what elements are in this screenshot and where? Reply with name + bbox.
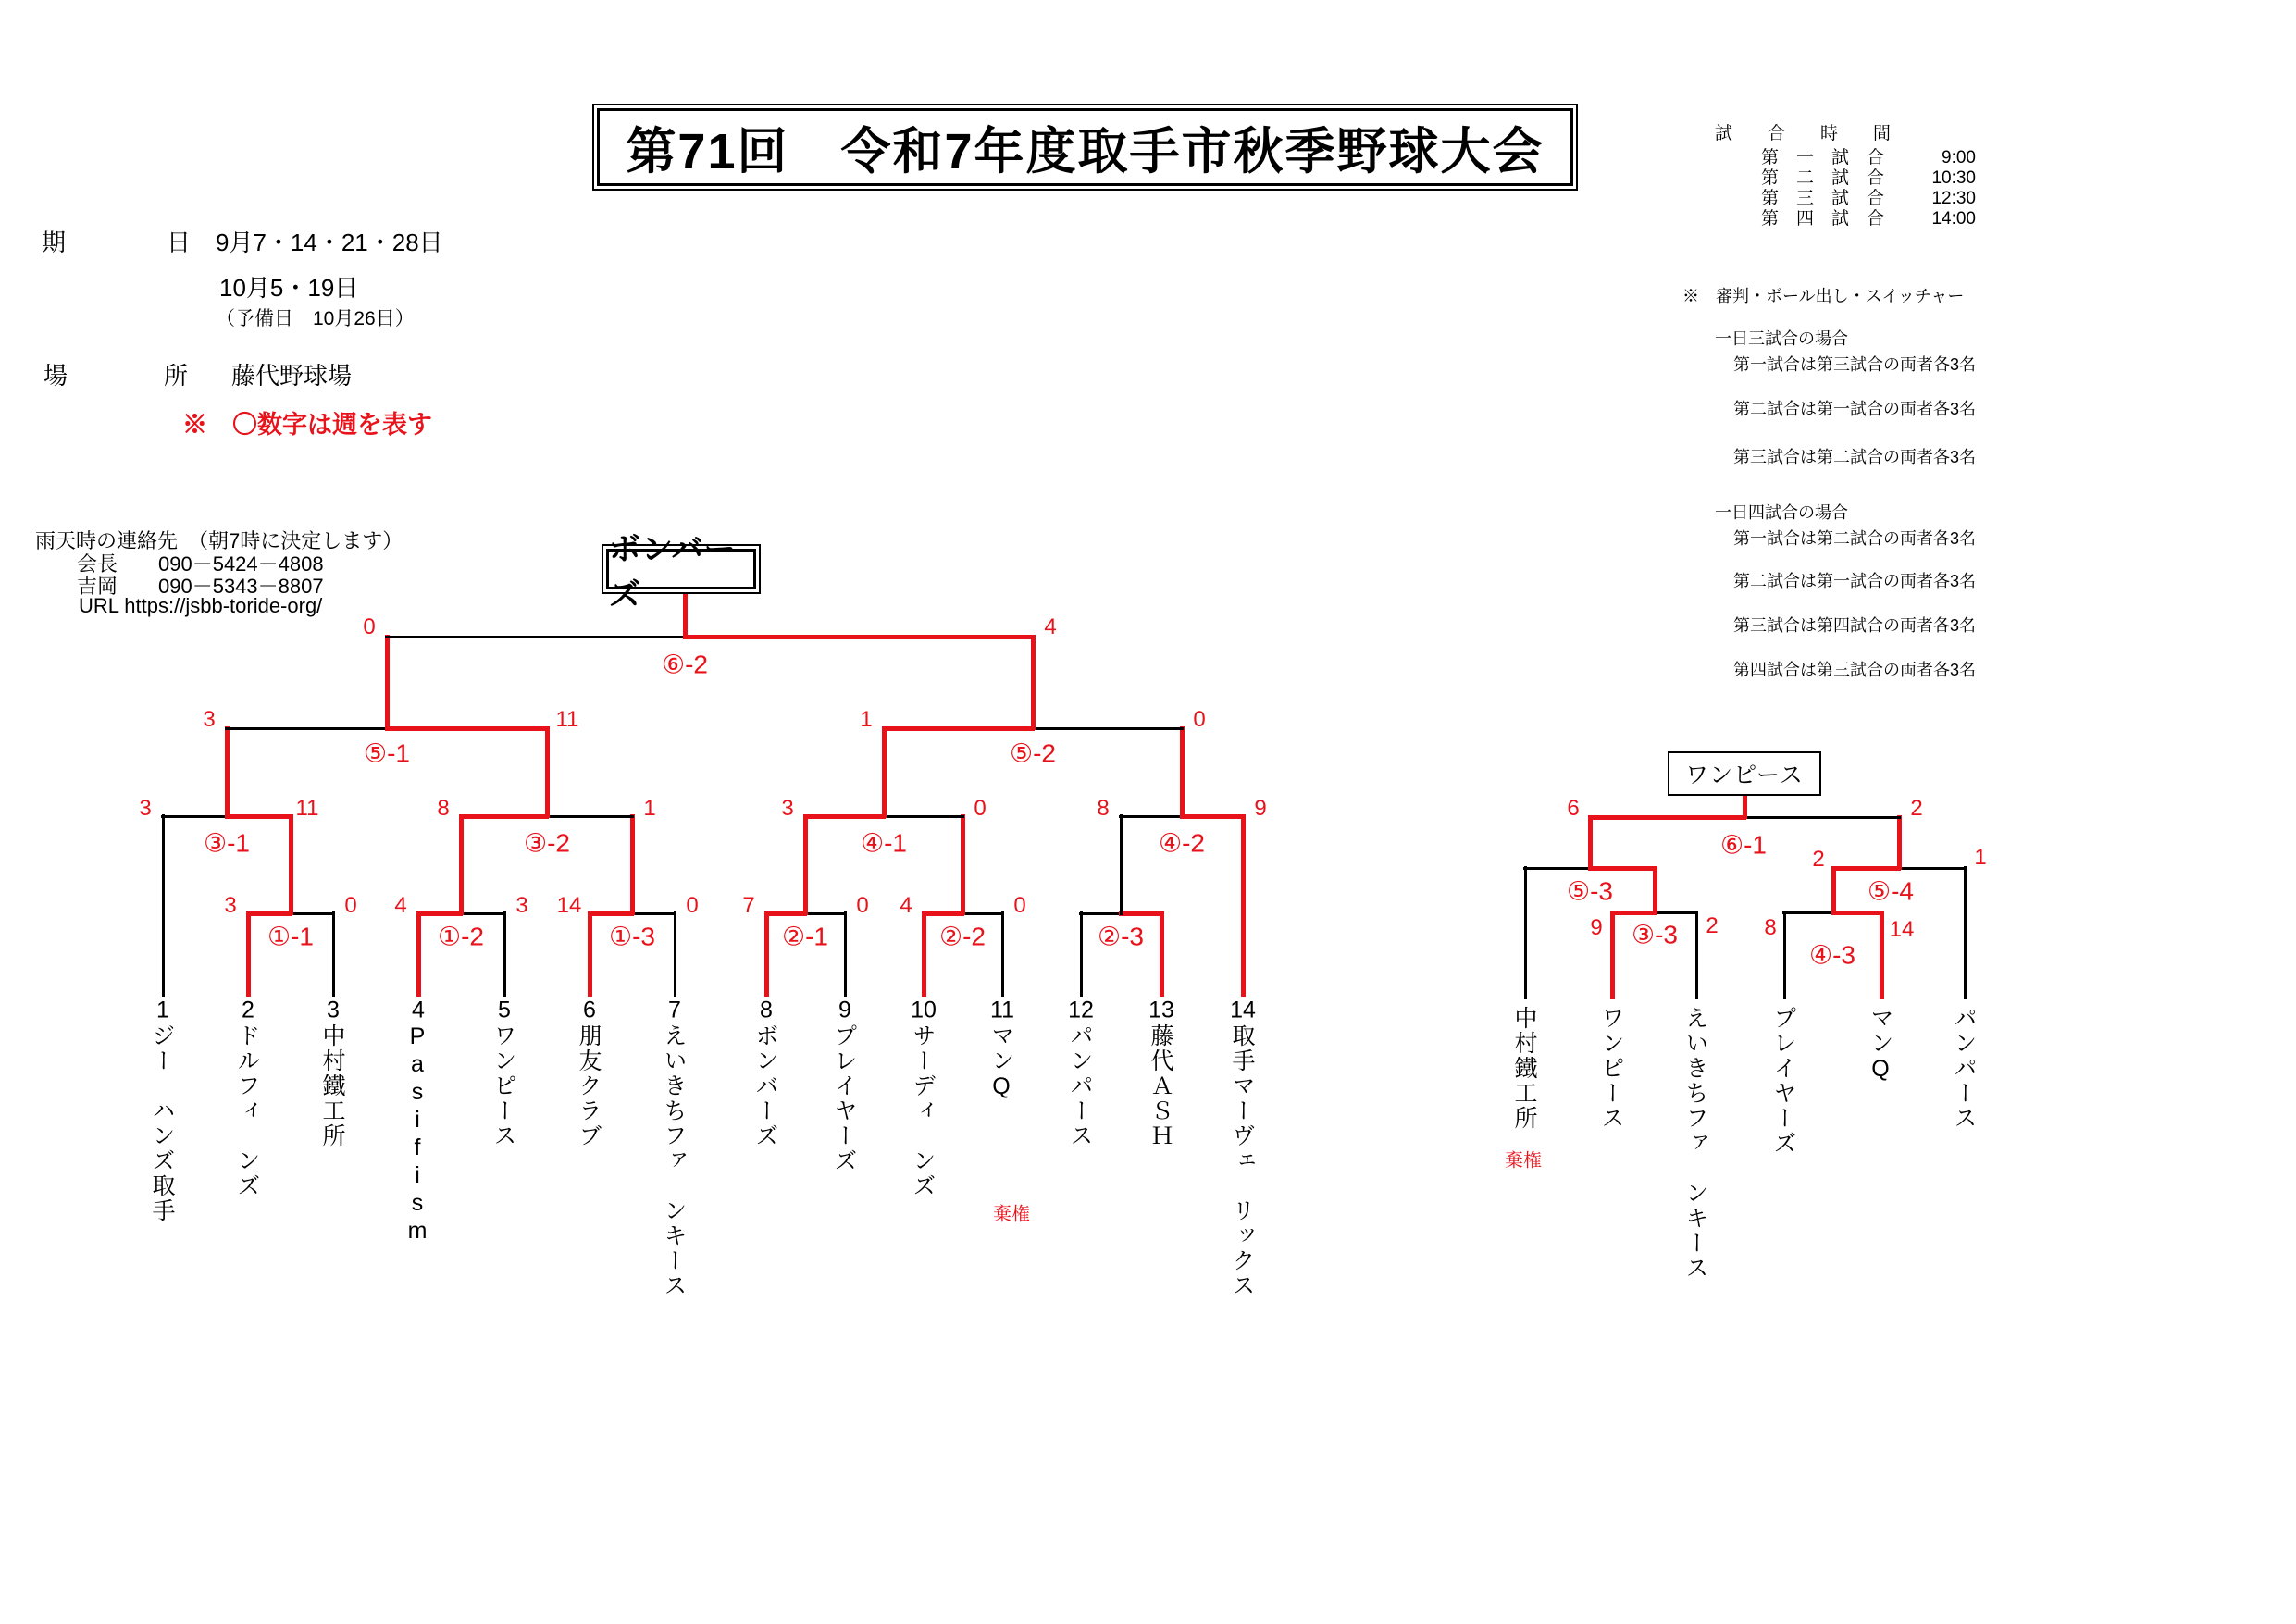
bracket-line bbox=[503, 911, 506, 997]
referee-note-heading bbox=[1682, 283, 1964, 307]
match-label: ②-3 bbox=[1098, 922, 1144, 951]
team-number: 4 bbox=[412, 997, 425, 1023]
match-score: 2 bbox=[1706, 913, 1719, 938]
team-number: 13 bbox=[1148, 997, 1174, 1023]
bracket-line-winner bbox=[630, 814, 635, 915]
team-name: 中村鐵工所 bbox=[319, 1023, 345, 1148]
match-score: 0 bbox=[363, 614, 376, 639]
match-score: 1 bbox=[643, 796, 656, 821]
bracket-line bbox=[844, 911, 847, 997]
match-score: 4 bbox=[394, 893, 407, 918]
bracket-line bbox=[332, 911, 335, 997]
match-label: ①-2 bbox=[438, 922, 484, 951]
bracket-line-winner bbox=[1880, 911, 1884, 999]
bracket-line-winner bbox=[882, 726, 1035, 731]
match-score: 8 bbox=[1764, 915, 1777, 940]
team-name: プレイヤーズ bbox=[1770, 1006, 1796, 1156]
team-name: パンパース bbox=[1951, 1006, 1977, 1131]
bracket-line-winner bbox=[385, 635, 390, 730]
team-name: パンパース bbox=[1067, 1023, 1093, 1148]
team-number: 8 bbox=[760, 997, 773, 1023]
team-name: ワンピース bbox=[1598, 1006, 1624, 1131]
bracket-line-winner bbox=[246, 911, 251, 997]
forfeit-note: 棄権 bbox=[993, 1204, 1030, 1225]
match-label: ③-2 bbox=[524, 828, 570, 858]
three-games-heading: 一日三試合の場合 bbox=[1715, 329, 1848, 348]
match-label: ④-3 bbox=[1809, 940, 1855, 970]
bracket-line-winner bbox=[246, 911, 292, 916]
team-number: 2 bbox=[242, 997, 254, 1023]
main-bracket-champion-box bbox=[602, 532, 761, 613]
forfeit-note: 棄権 bbox=[1505, 1150, 1542, 1172]
team-number: 9 bbox=[838, 997, 851, 1023]
bracket-line-winner bbox=[416, 911, 421, 997]
game-time-row-2 bbox=[1761, 168, 1976, 189]
bracket-line bbox=[1964, 866, 1967, 999]
referee-note-heading-text: 審判・ボール出し・スイッチャー bbox=[1716, 287, 1965, 305]
bracket-line-winner bbox=[1831, 866, 1836, 914]
team-number: 7 bbox=[668, 997, 681, 1023]
bracket-line-winner bbox=[1831, 911, 1883, 915]
place-label: 場 bbox=[43, 362, 68, 390]
team-number: 11 bbox=[990, 997, 1014, 1023]
bracket-line-winner bbox=[1588, 866, 1657, 871]
team-name: 中村鐵工所 bbox=[1511, 1006, 1537, 1131]
match-label: ④-2 bbox=[1159, 828, 1205, 858]
bracket-line-winner bbox=[882, 726, 887, 818]
match-score: 2 bbox=[1812, 847, 1825, 872]
match-label: ②-2 bbox=[939, 922, 986, 951]
tournament-title: 第71回 令和7年度取手市秋季野球大会 bbox=[626, 123, 1545, 180]
bracket-line-winner bbox=[1743, 794, 1747, 819]
bracket-line-winner bbox=[289, 814, 293, 915]
match-score: 2 bbox=[1910, 796, 1923, 821]
match-label: ⑤-2 bbox=[1010, 738, 1056, 768]
team-number: 14 bbox=[1230, 997, 1256, 1023]
team-number: 6 bbox=[583, 997, 596, 1023]
rain-contact-chairman: 会長 090－5424－4808 bbox=[77, 552, 324, 576]
reserve-date-note: （予備日 10月26日） bbox=[216, 308, 415, 329]
team-name: ボンバーズ bbox=[752, 1023, 778, 1148]
rain-contact-yoshioka: 吉岡 090－5343－8807 bbox=[77, 575, 324, 598]
rain-contact-url: URL https://jsbb-toride-org/ bbox=[79, 594, 323, 617]
match-score: 0 bbox=[856, 893, 869, 918]
bracket-line-winner bbox=[1897, 815, 1902, 870]
match-label: ④-1 bbox=[861, 828, 907, 858]
bracket-line-winner bbox=[1031, 635, 1036, 730]
match-label: ③-3 bbox=[1632, 920, 1678, 949]
game-time-panel bbox=[1715, 124, 1992, 229]
bracket-line-winner bbox=[1610, 911, 1657, 915]
match-score: 3 bbox=[515, 893, 528, 918]
match-label: ⑤-4 bbox=[1868, 876, 1914, 906]
team-name: ワンピース bbox=[490, 1023, 516, 1148]
game-1-label: 第 一 試 合 bbox=[1761, 148, 1885, 167]
game-3-label: 第 三 試 合 bbox=[1761, 189, 1885, 208]
consolation-bracket-champion-box bbox=[1668, 751, 1821, 796]
match-label: ⑤-1 bbox=[364, 738, 410, 768]
bracket-line-winner bbox=[764, 911, 807, 916]
match-score: 3 bbox=[203, 707, 216, 732]
game-time-row-4 bbox=[1761, 209, 1976, 229]
tournament-title-inner-border bbox=[597, 108, 1573, 186]
bracket-line-winner bbox=[1119, 911, 1163, 916]
game-1-time: 9:00 bbox=[1942, 148, 1976, 167]
reference-mark: ※ bbox=[1682, 287, 1699, 305]
bracket-line-winner bbox=[1831, 866, 1901, 871]
bracket-line-winner bbox=[588, 911, 634, 916]
team-number: 10 bbox=[911, 997, 937, 1023]
match-score: 1 bbox=[860, 707, 873, 732]
three-games-line-2: 第二試合は第一試合の両者各3名 bbox=[1733, 400, 1977, 418]
match-score: 8 bbox=[437, 796, 450, 821]
match-score: 11 bbox=[295, 796, 319, 821]
match-score: 3 bbox=[781, 796, 794, 821]
bracket-line-winner bbox=[416, 911, 463, 916]
three-games-line-1: 第一試合は第三試合の両者各3名 bbox=[1733, 355, 1977, 374]
bracket-line-winner bbox=[1180, 814, 1245, 819]
match-label: ③-1 bbox=[204, 828, 250, 858]
bracket-line-winner bbox=[683, 635, 1035, 639]
match-score: 0 bbox=[1013, 893, 1026, 918]
team-name: えいきちファ ンキース bbox=[1682, 1006, 1708, 1281]
team-number: 3 bbox=[327, 997, 340, 1023]
place-label-2: 所 bbox=[164, 362, 189, 390]
match-score: 14 bbox=[556, 893, 582, 918]
bracket-line-winner bbox=[1180, 726, 1185, 818]
team-number: 5 bbox=[498, 997, 511, 1023]
bracket-line bbox=[1695, 911, 1698, 999]
match-label: ⑥-1 bbox=[1720, 830, 1767, 860]
four-games-heading: 一日四試合の場合 bbox=[1715, 503, 1848, 522]
bracket-line bbox=[1080, 911, 1083, 997]
bracket-line-winner bbox=[545, 726, 550, 818]
bracket-line-winner bbox=[1160, 911, 1164, 997]
bracket-line-winner bbox=[1588, 815, 1746, 820]
game-4-label: 第 四 試 合 bbox=[1761, 209, 1885, 229]
game-2-time: 10:30 bbox=[1931, 168, 1976, 188]
team-name: マンQ bbox=[988, 1023, 1014, 1101]
bracket-line bbox=[162, 814, 165, 997]
bracket-line-winner bbox=[922, 911, 964, 916]
date-line-2: 10月5・19日 bbox=[219, 274, 359, 302]
team-name: サーディ ンズ bbox=[910, 1023, 936, 1198]
week-number-note: ※ 〇数字は週を表す bbox=[182, 411, 432, 439]
bracket-line-winner bbox=[922, 911, 926, 997]
bracket-line-winner bbox=[1653, 866, 1657, 914]
match-label: ①-3 bbox=[609, 922, 655, 951]
match-score: 11 bbox=[555, 707, 579, 732]
team-name: 朋友クラブ bbox=[576, 1023, 602, 1148]
bracket-line-winner bbox=[385, 726, 549, 731]
game-time-row-3 bbox=[1761, 189, 1976, 209]
bracket-line-winner bbox=[225, 726, 230, 818]
bracket-line-winner bbox=[764, 911, 769, 997]
game-3-time: 12:30 bbox=[1931, 189, 1976, 208]
match-score: 0 bbox=[1193, 707, 1206, 732]
bracket-line bbox=[1524, 866, 1527, 999]
bracket-line-winner bbox=[803, 814, 808, 915]
bracket-line-winner bbox=[459, 814, 464, 915]
bracket-line-winner bbox=[961, 814, 965, 915]
match-score: 1 bbox=[1974, 845, 1987, 870]
bracket-line-winner bbox=[1588, 815, 1593, 870]
team-number: 12 bbox=[1068, 997, 1094, 1023]
tournament-title-box bbox=[592, 104, 1578, 191]
team-name: 藤代ＡＳＨ bbox=[1148, 1023, 1173, 1148]
match-score: 3 bbox=[139, 796, 152, 821]
bracket-line-winner bbox=[459, 814, 549, 819]
team-name: マンQ bbox=[1868, 1006, 1893, 1084]
match-score: 6 bbox=[1567, 796, 1580, 821]
main-bracket-champion-inner-border bbox=[606, 532, 756, 613]
four-games-line-1: 第一試合は第二試合の両者各3名 bbox=[1733, 529, 1977, 548]
team-name: えいきちファ ンキース bbox=[661, 1023, 687, 1298]
match-label: ②-1 bbox=[782, 922, 828, 951]
match-score: 7 bbox=[742, 893, 755, 918]
three-games-line-3: 第三試合は第二試合の両者各3名 bbox=[1733, 448, 1977, 466]
consolation-bracket-champion-name: ワンピース bbox=[1685, 762, 1804, 788]
match-score: 9 bbox=[1590, 915, 1603, 940]
four-games-line-4: 第四試合は第三試合の両者各3名 bbox=[1733, 661, 1977, 679]
main-bracket-champion-name: ボンバーズ bbox=[609, 532, 737, 613]
team-name: ジー ハンズ取手 bbox=[149, 1023, 175, 1223]
bracket-line-winner bbox=[1241, 814, 1246, 997]
match-score: 8 bbox=[1097, 796, 1110, 821]
team-name: Pasifism bbox=[404, 1023, 430, 1246]
match-label: ⑤-3 bbox=[1567, 876, 1613, 906]
game-time-heading: 試 合 時 間 bbox=[1715, 124, 1892, 143]
bracket-line bbox=[674, 911, 676, 997]
bracket-line-winner bbox=[1610, 911, 1615, 999]
match-score: 0 bbox=[686, 893, 699, 918]
bracket-line bbox=[1001, 911, 1004, 997]
match-score: 4 bbox=[1044, 614, 1057, 639]
four-games-line-3: 第三試合は第四試合の両者各3名 bbox=[1733, 616, 1977, 635]
bracket-line-winner bbox=[803, 814, 886, 819]
team-number: 1 bbox=[156, 997, 169, 1023]
match-label: ⑥-2 bbox=[662, 650, 708, 679]
match-score: 4 bbox=[900, 893, 912, 918]
date-label-2: 日 bbox=[167, 229, 192, 256]
team-name: ドルフィ ンズ bbox=[234, 1023, 260, 1198]
match-score: 0 bbox=[974, 796, 987, 821]
bracket-line-winner bbox=[225, 814, 292, 819]
game-4-time: 14:00 bbox=[1931, 209, 1976, 229]
match-score: 0 bbox=[344, 893, 357, 918]
team-name: プレイヤーズ bbox=[831, 1023, 857, 1173]
match-score: 3 bbox=[224, 893, 237, 918]
four-games-line-2: 第二試合は第一試合の両者各3名 bbox=[1733, 572, 1977, 590]
game-2-label: 第 二 試 合 bbox=[1761, 168, 1885, 188]
game-time-row-1 bbox=[1761, 148, 1976, 168]
match-label: ①-1 bbox=[267, 922, 314, 951]
bracket-line bbox=[1783, 911, 1786, 999]
date-line-1: 9月7・14・21・28日 bbox=[216, 229, 443, 256]
match-score: 9 bbox=[1254, 796, 1267, 821]
bracket-line bbox=[1120, 814, 1123, 915]
match-score: 14 bbox=[1889, 917, 1915, 942]
date-label: 期 bbox=[42, 229, 67, 256]
place-value: 藤代野球場 bbox=[231, 362, 353, 390]
bracket-line-winner bbox=[588, 911, 592, 997]
team-name: 取手マーヴェ リックス bbox=[1229, 1023, 1255, 1298]
rain-contact-heading: 雨天時の連絡先 （朝7時に決定します） bbox=[35, 529, 403, 552]
